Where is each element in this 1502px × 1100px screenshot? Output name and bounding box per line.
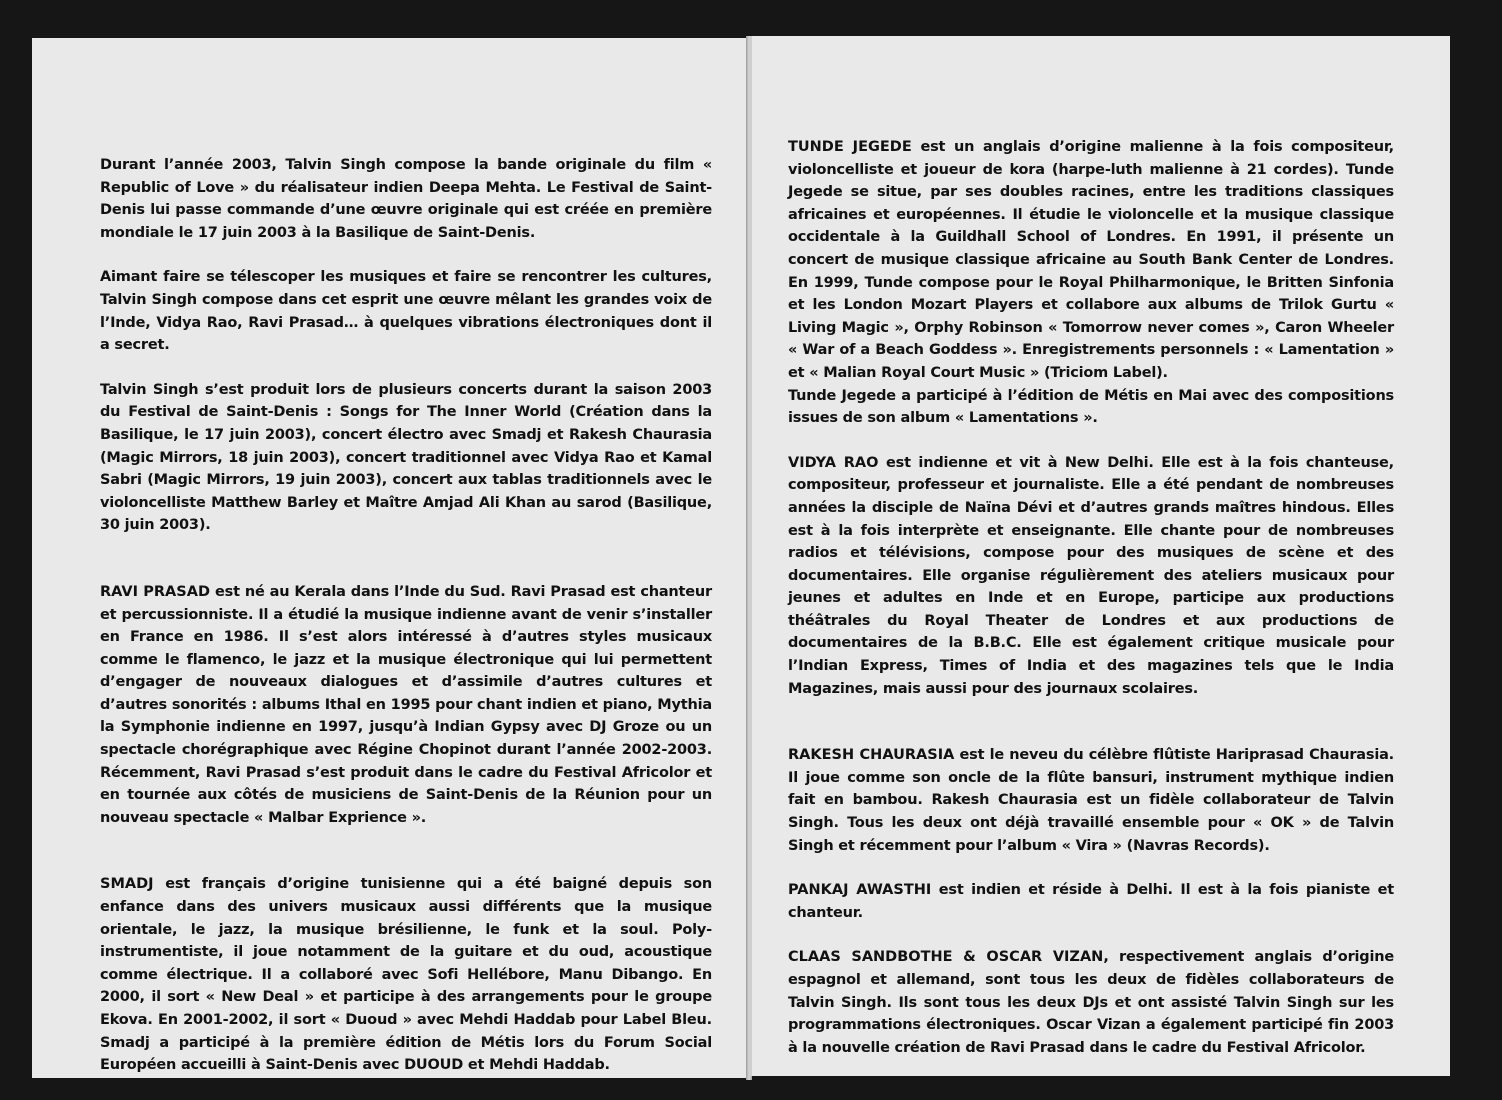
bio-rakesh-chaurasia — [788, 744, 1394, 857]
bio-text-tunde-jegede: est un anglais d’origine malienne à la fois compositeur, violoncelliste et joueur de kora (harpe-luth malienne à 21 cordes). Tunde Jegede se situe, par ses doubles racines, entre les traditions classiques africaines et européennes. Il étudie le violoncelle et la musique classique occidentale à la Guildhall School of Londres. En 1991, il présente un concert de musique classique africaine au South Bank Center de Londres. En 1999, Tunde compose pour le Royal Philharmonique, le Britten Sinfonia et les London Mozart Players et collabore aux albums de Trilok Gurtu « Living Magic », Orphy Robinson « Tomorrow never comes », Caron Wheeler « War of a Beach Goddess ». Enregistrements personnels : « Lamentation » et « Malian Royal Court Music » (Triciom Label). — [788, 139, 1394, 381]
intro-paragraph-3: Talvin Singh s’est produit lors de plusieurs concerts durant la saison 2003 du Festival de Saint-Denis : Songs for The Inner World (Création dans la Basilique, le 17 juin 2003), concert électro avec Smadj et Rakesh Chaurasia (Magic Mirrors, 18 juin 2003), concert traditionnel avec Vidya Rao et Kamal Sabri (Magic Mirrors, 19 juin 2003), concert aux tablas traditionnels avec le violoncelliste Matthew Barley et Maître Amjad Ali Khan au sarod (Basilique, 30 juin 2003). — [100, 381, 712, 534]
bio-text-tunde-jegede-2: Tunde Jegede a participé à l’édition de Métis en Mai avec des compositions issues de son album « Lamentations ». — [788, 387, 1394, 427]
left-page — [32, 38, 748, 1078]
bio-text-smadj: est français d’origine tunisienne qui a été baigné depuis son enfance dans des univers musicaux aussi différents que la musique orientale, le jazz, la musique brésilienne, le funk et la soul. Poly-instrumentiste, il joue notamment de la guitare et du oud, acoustique comme électrique. Il a collaboré avec Sofi Hellébore, Manu Dibango. En 2000, il sort « New Deal » et participe à des arrangements pour le groupe Ekova. En 2001-2002, il sort « Duoud » avec Mehdi Haddab pour Label Bleu. Smadj a participé à la première édition de Métis lors du Forum Social Européen accueilli à Saint-Denis avec DUOUD et Mehdi Haddab. — [100, 876, 712, 1074]
bio-text-ravi-prasad: est né au Kerala dans l’Inde du Sud. Ravi Prasad est chanteur et percussionniste. Il a étudié la musique indienne avant de venir s’installer en France en 1986. Il s’est alors intéressé à d’autres styles musicaux comme le flamenco, le jazz et la musique électronique qui lui permettent d’engager de nouveaux dialogues et d’assimile d’autres cultures et d’autres sonorités : albums Ithal en 1995 pour chant indien et piano, Mythia la Symphonie indienne en 1997, jusqu’à Indian Gypsy avec DJ Groze ou un spectacle chorégraphique avec Régine Chopinot durant l’année 2002-2003. Récemment, Ravi Prasad s’est produit dans le cadre du Festival Africolor et en tournée aux côtés de musiciens de Saint-Denis de la Réunion pour un nouveau spectacle « Malbar Exprience ». — [100, 583, 712, 826]
bio-text-rakesh-chaurasia: est le neveu du célèbre flûtiste Hariprasad Chaurasia. Il joue comme son oncle de la flûte bansuri, instrument mythique indien fait en bambou. Rakesh Chaurasia est un fidèle collaborateur de Talvin Singh. Tous les deux ont déjà travaillé ensemble pour « OK » de Talvin Singh et récemment pour l’album « Vira » (Navras Records). — [788, 747, 1394, 854]
bio-name-rakesh-chaurasia: RAKESH CHAURASIA — [788, 747, 955, 764]
left-column — [100, 154, 712, 1077]
bio-text-vidya-rao: est indienne et vit à New Delhi. Elle est à la fois chanteuse, compositeur, professeur et journaliste. Elle a été pendant de nombreuses années la disciple de Naïna Dévi et d’autres grands maîtres hindous. Elles est à la fois interprète et enseignante. Elle chante pour de nombreuses radios et télévisions, compose pour des musiques de scène et des documentaires. Elle organise régulièrement des ateliers musicaux pour jeunes et adultes en Inde et en Europe, participe aux productions théâtrales du Royal Theater de Londres et aux productions de documentaires de la B.B.C. Elle est également critique musicale pour l’Indian Express, Times of India et des magazines tels que le India Magazines, mais aussi pour des journaux scolaires. — [788, 454, 1394, 697]
bio-name-smadj: SMADJ — [100, 876, 154, 893]
intro-paragraph-2: Aimant faire se télescoper les musiques et faire se rencontrer les cultures, Talvin Singh compose dans cet esprit une œuvre mêlant les grandes voix de l’Inde, Vidya Rao, Ravi Prasad… à quelques vibrations électroniques dont il a secret. — [100, 269, 712, 354]
bio-text-pankaj-awasthi: est indien et réside à Delhi. Il est à la fois pianiste et chanteur. — [788, 882, 1394, 921]
bio-smadj — [100, 873, 712, 1076]
bio-tunde-jegede — [788, 136, 1394, 430]
right-column — [788, 136, 1394, 1059]
right-page — [750, 36, 1450, 1076]
bio-text-claas-oscar: , respectivement anglais d’origine espagnol et allemand, sont tous les deux de fidèles collaborateurs de Talvin Singh. Ils sont tous les deux DJs et ont assisté Talvin Singh sur les programmations électroniques. Oscar Vizan a également participé fin 2003 à la nouvelle création de Ravi Prasad dans le cadre du Festival Africolor. — [788, 949, 1394, 1056]
intro-paragraph-1: Durant l’année 2003, Talvin Singh compose la bande originale du film « Republic of Love » du réalisateur indien Deepa Mehta. Le Festival de Saint-Denis lui passe commande d’une œuvre originale qui est créée en première mondiale le 17 juin 2003 à la Basilique de Saint-Denis. — [100, 157, 712, 241]
bio-claas-sandbothe-oscar-vizan — [788, 946, 1394, 1059]
bio-name-tunde-jegede: TUNDE JEGEDE — [788, 139, 912, 155]
bio-name-ravi-prasad: RAVI PRASAD — [100, 583, 210, 600]
bio-name-claas-oscar: CLAAS SANDBOTHE & OSCAR VIZAN — [788, 949, 1104, 966]
bio-pankaj-awasthi — [788, 879, 1394, 924]
bio-ravi-prasad — [100, 581, 712, 830]
bio-name-pankaj-awasthi: PANKAJ AWASTHI — [788, 882, 932, 899]
bio-vidya-rao — [788, 452, 1394, 701]
bio-name-vidya-rao: VIDYA RAO — [788, 454, 879, 471]
